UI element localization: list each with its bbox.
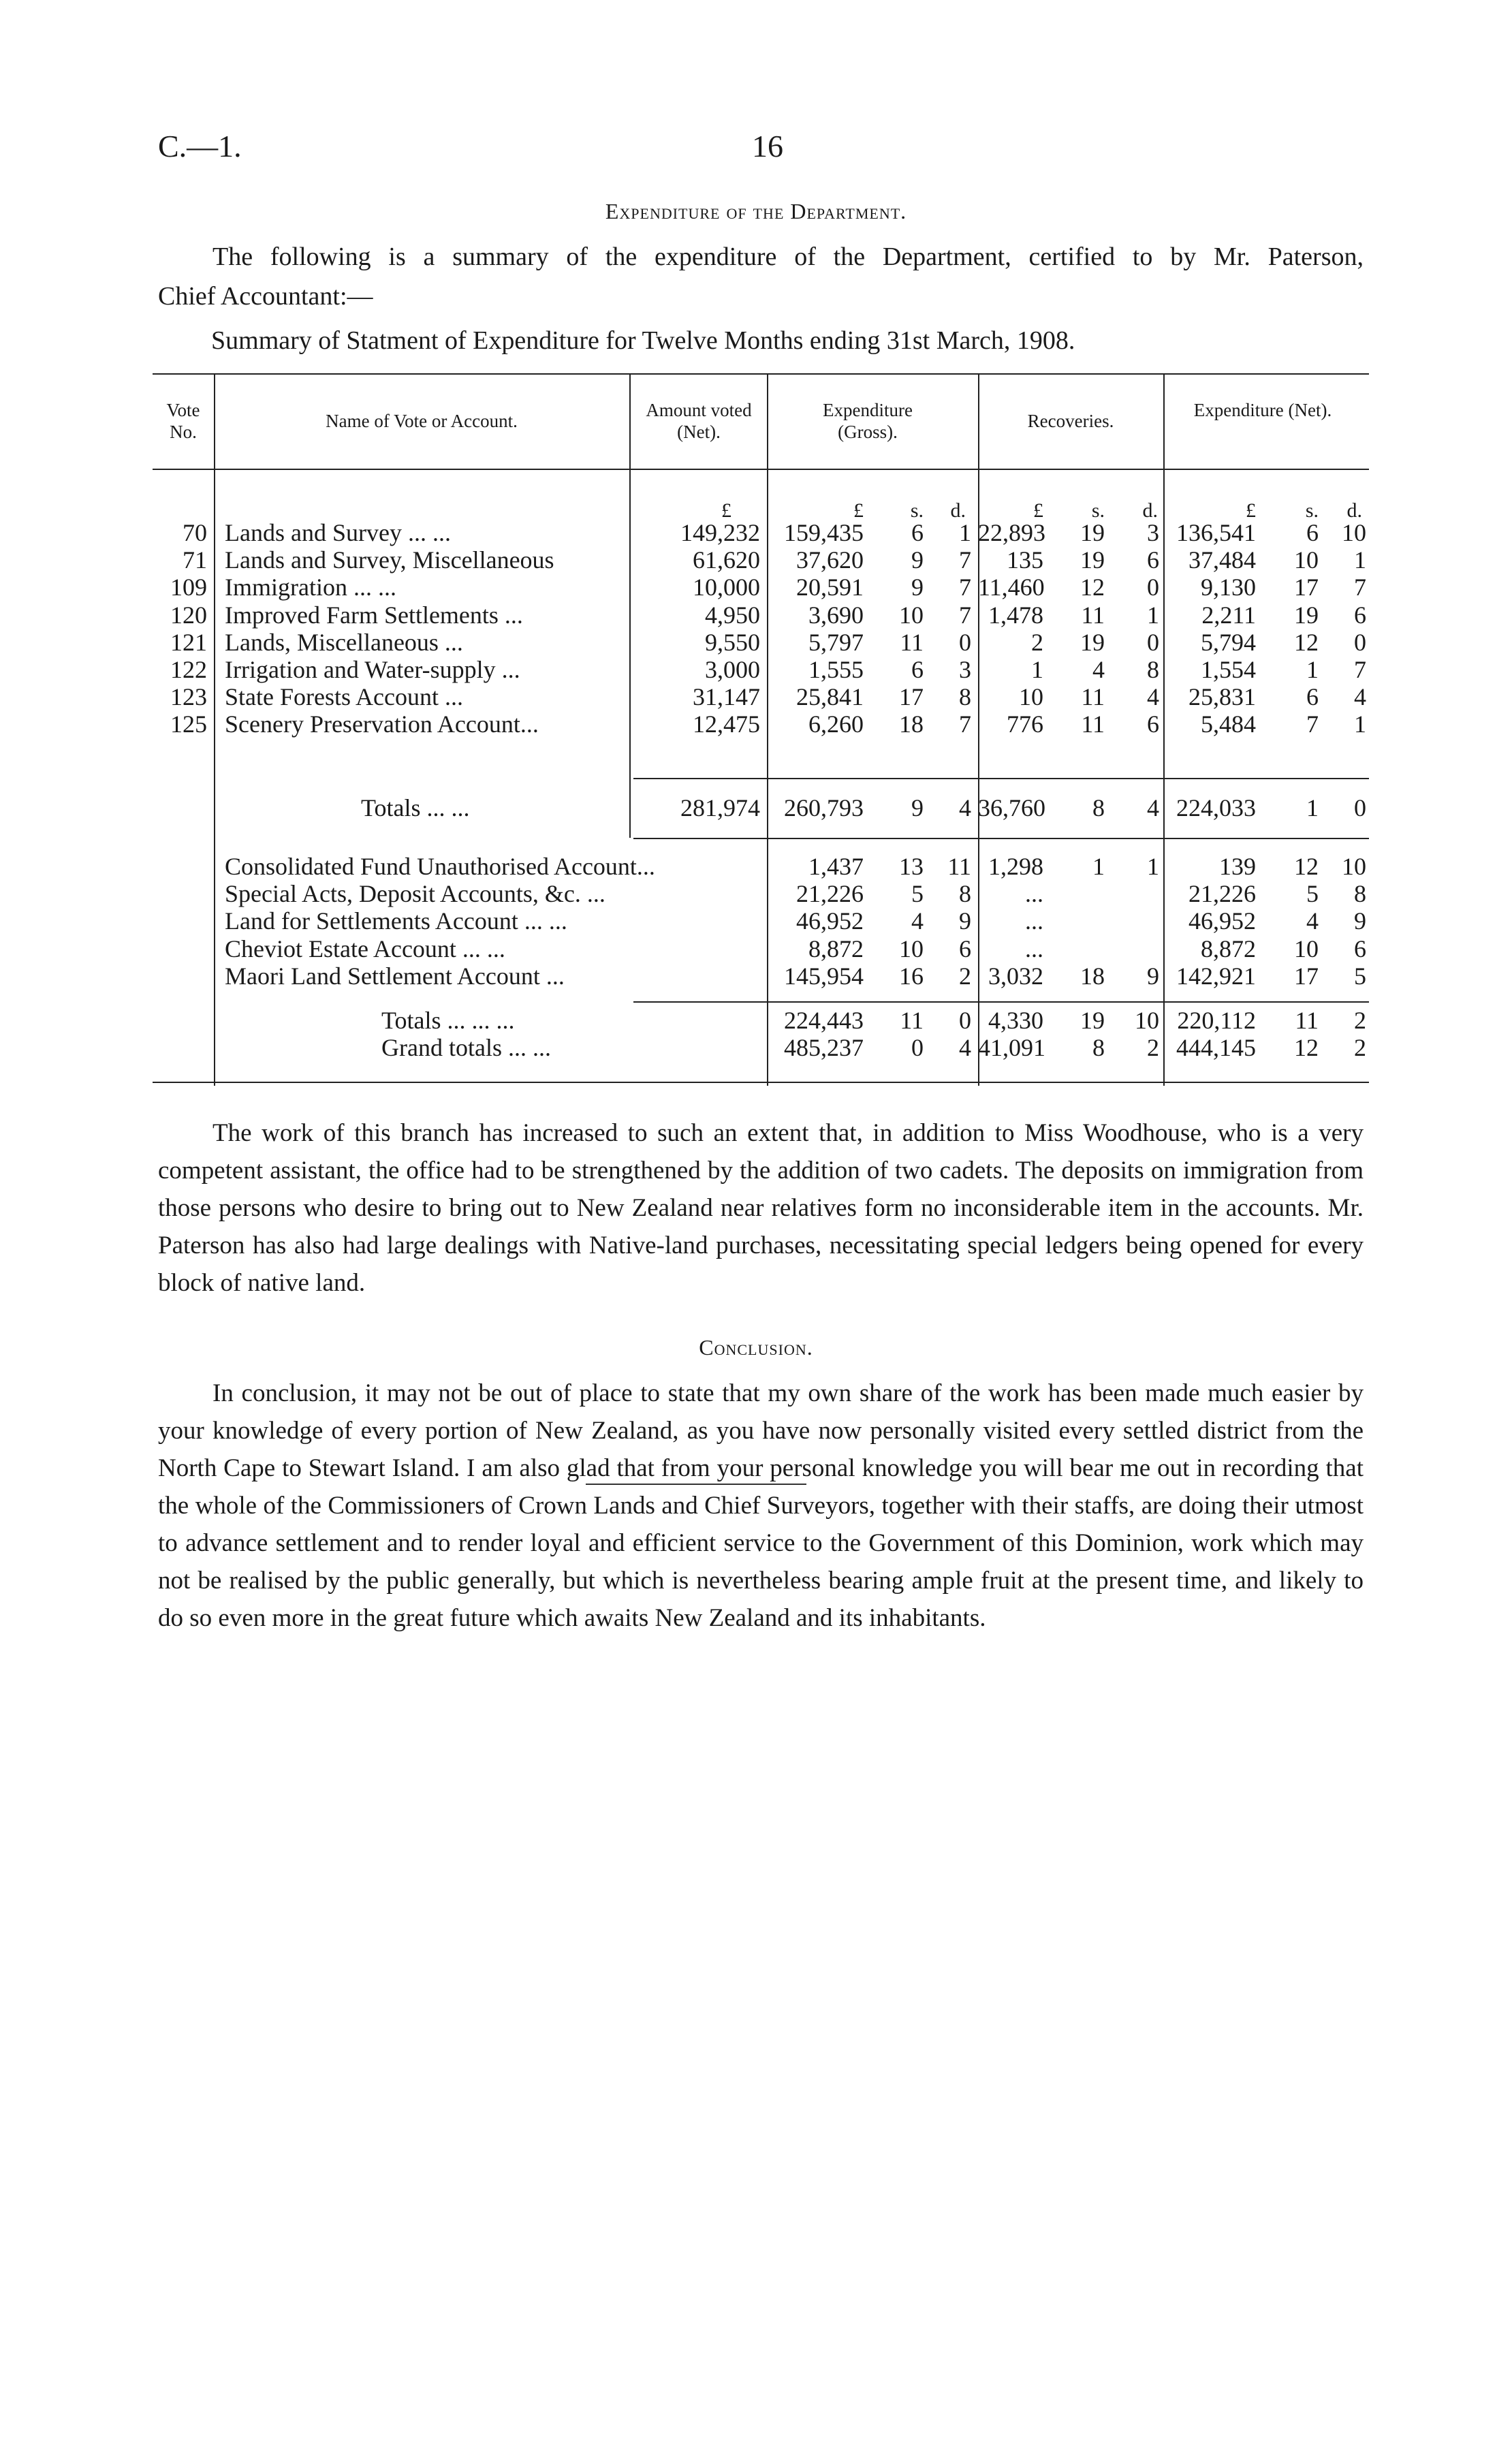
gross-pence: 1 <box>959 519 971 546</box>
grand-totals-net-shillings: 12 <box>1294 1034 1319 1061</box>
net-pounds: 1,554 <box>1201 656 1256 683</box>
gross-pounds: 6,260 <box>808 710 864 738</box>
vote-name: Immigration ... ... <box>225 574 396 601</box>
conclusion-heading: Conclusion. <box>699 1335 813 1360</box>
net-pence: 7 <box>1354 656 1366 683</box>
account-net-shillings: 5 <box>1306 880 1319 907</box>
net-pounds: 5,484 <box>1201 710 1256 738</box>
paragraph-conclusion <box>158 1375 1364 1637</box>
net-shillings: 6 <box>1306 683 1319 710</box>
account-gross-pence: 6 <box>959 935 971 962</box>
account-net-pence: 8 <box>1354 880 1366 907</box>
grand-totals-gross-pence: 4 <box>959 1034 971 1061</box>
grand-totals-net-pounds: 444,145 <box>1176 1034 1256 1061</box>
account-recoveries-pence: 9 <box>1147 962 1159 990</box>
account-gross-shillings: 4 <box>911 907 924 935</box>
vote-totals-label: Totals ... ... <box>361 794 470 821</box>
header-expenditure-net: Expenditure (Net). <box>1193 400 1332 420</box>
vote-totals-net-pence: 0 <box>1354 794 1366 821</box>
gross-shillings: 6 <box>911 519 924 546</box>
net-pence: 10 <box>1342 519 1366 546</box>
account-net-pounds: 139 <box>1219 853 1256 880</box>
net-pounds: 136,541 <box>1176 519 1256 546</box>
gross-pence: 0 <box>959 629 971 656</box>
account-gross-shillings: 16 <box>899 962 924 990</box>
account-net-pence: 5 <box>1354 962 1366 990</box>
recoveries-pounds: 10 <box>1019 683 1043 710</box>
amount-voted: 9,550 <box>705 629 760 656</box>
page-number: 16 <box>752 129 783 163</box>
intro-line-1: The following is a summary of the expenditure of the Department, certified to by Mr. Paterson, <box>212 242 1364 271</box>
gross-shillings: 11 <box>900 629 924 656</box>
gross-shillings: 9 <box>911 574 924 601</box>
net-pounds: 37,484 <box>1188 546 1256 574</box>
gross-shillings: 6 <box>911 656 924 683</box>
paragraph-branch-work-text: The work of this branch has increased to such an extent that, in addition to Miss Woodhouse, who is a very competent assistant, the office had to be strengthened by the addition of two cadets. The deposits on immigration from those persons who desire to bring out to New Zealand near relatives form no inconsiderable item in the accounts. Mr. Paterson has also had large dealings with Native-land purchases, necessitating special ledgers being opened for every block of native land. <box>158 1119 1364 1297</box>
vote-number: 71 <box>183 546 207 574</box>
unit-gross-shillings: s. <box>910 499 924 522</box>
intro-text <box>158 237 1364 316</box>
account-totals-label: Totals ... ... ... <box>381 1007 515 1034</box>
closing-rule <box>586 1484 806 1485</box>
net-pounds: 5,794 <box>1201 629 1256 656</box>
vote-name: State Forests Account ... <box>225 683 463 710</box>
account-recoveries-pounds: 3,032 <box>988 962 1043 990</box>
vote-totals-gross-pence: 4 <box>959 794 971 821</box>
recoveries-shillings: 19 <box>1080 546 1105 574</box>
account-net-pounds: 21,226 <box>1188 880 1256 907</box>
account-totals-recoveries-pence: 10 <box>1135 1007 1159 1034</box>
amount-voted: 10,000 <box>693 574 760 601</box>
vote-totals-net-shillings: 1 <box>1306 794 1319 821</box>
vote-name: Scenery Preservation Account... <box>225 710 539 738</box>
account-name: Maori Land Settlement Account ... <box>225 962 565 990</box>
vote-totals-gross-pounds: 260,793 <box>784 794 864 821</box>
account-net-pounds: 8,872 <box>1201 935 1256 962</box>
net-pence: 6 <box>1354 601 1366 629</box>
header-bottom-rule <box>153 469 1369 470</box>
vote-name: Improved Farm Settlements ... <box>225 601 523 629</box>
account-recoveries-pence: 1 <box>1147 853 1159 880</box>
gross-shillings: 9 <box>911 546 924 574</box>
vote-totals-recoveries-shillings: 8 <box>1092 794 1105 821</box>
net-pence: 1 <box>1354 710 1366 738</box>
amount-voted: 61,620 <box>693 546 760 574</box>
net-pence: 7 <box>1354 574 1366 601</box>
vote-name: Lands and Survey, Miscellaneous <box>225 546 554 574</box>
net-pounds: 2,211 <box>1201 601 1256 629</box>
gross-pounds: 37,620 <box>796 546 864 574</box>
gross-pounds: 25,841 <box>796 683 864 710</box>
net-shillings: 6 <box>1306 519 1319 546</box>
grand-totals-net-pence: 2 <box>1354 1034 1366 1061</box>
recoveries-pence: 0 <box>1147 574 1159 601</box>
unit-rec-pound: £ <box>1033 499 1043 522</box>
gross-shillings: 18 <box>899 710 924 738</box>
recoveries-shillings: 11 <box>1081 601 1105 629</box>
recoveries-pence: 4 <box>1147 683 1159 710</box>
unit-voted-pound: £ <box>721 499 731 522</box>
gross-pence: 7 <box>959 601 971 629</box>
account-totals-recoveries-shillings: 19 <box>1080 1007 1105 1034</box>
account-totals-gross-pence: 0 <box>959 1007 971 1034</box>
gross-pence: 7 <box>959 574 971 601</box>
recoveries-shillings: 19 <box>1080 519 1105 546</box>
amount-voted: 4,950 <box>705 601 760 629</box>
account-gross-pounds: 8,872 <box>808 935 864 962</box>
recoveries-pounds: 135 <box>1007 546 1043 574</box>
recoveries-pounds: 11,460 <box>978 574 1045 601</box>
gross-pence: 7 <box>959 710 971 738</box>
account-net-pence: 6 <box>1354 935 1366 962</box>
recoveries-shillings: 11 <box>1081 710 1105 738</box>
vote-totals-gross-shillings: 9 <box>911 794 924 821</box>
recoveries-pounds: 22,893 <box>978 519 1045 546</box>
amount-voted: 31,147 <box>693 683 760 710</box>
recoveries-shillings: 11 <box>1081 683 1105 710</box>
account-gross-shillings: 13 <box>899 853 924 880</box>
recoveries-pounds: 776 <box>1007 710 1043 738</box>
vote-name: Lands and Survey ... ... <box>225 519 451 546</box>
account-recoveries-pounds: ... <box>1025 907 1043 935</box>
grand-totals-recoveries-pounds: 41,091 <box>978 1034 1045 1061</box>
recoveries-shillings: 19 <box>1080 629 1105 656</box>
recoveries-pence: 1 <box>1147 601 1159 629</box>
vote-number: 125 <box>170 710 207 738</box>
grand-totals-gross-pounds: 485,237 <box>784 1034 864 1061</box>
amount-voted: 149,232 <box>680 519 760 546</box>
header-expenditure-gross: Expenditure (Gross). <box>823 400 913 442</box>
grand-totals-recoveries-pence: 2 <box>1147 1034 1159 1061</box>
account-name: Land for Settlements Account ... ... <box>225 907 567 935</box>
gross-pence: 8 <box>959 683 971 710</box>
vote-number: 109 <box>170 574 207 601</box>
account-gross-pounds: 1,437 <box>808 853 864 880</box>
grand-totals-label: Grand totals ... ... <box>381 1034 551 1061</box>
recoveries-pounds: 1 <box>1031 656 1043 683</box>
gross-shillings: 17 <box>899 683 924 710</box>
account-totals-gross-pounds: 224,443 <box>784 1007 864 1034</box>
account-recoveries-pounds: ... <box>1025 880 1043 907</box>
gross-pounds: 1,555 <box>808 656 864 683</box>
net-shillings: 17 <box>1294 574 1319 601</box>
account-net-pence: 10 <box>1342 853 1366 880</box>
table-bottom-rule <box>153 1082 1369 1083</box>
account-name: Cheviot Estate Account ... ... <box>225 935 505 962</box>
account-net-pounds: 142,921 <box>1176 962 1256 990</box>
header-vote-no: Vote No. <box>166 400 200 442</box>
header-name: Name of Vote or Account. <box>326 411 518 431</box>
unit-rec-pence: d. <box>1142 499 1158 522</box>
paragraph-conclusion-text: In conclusion, it may not be out of place to state that my own share of the work has been made much easier by your knowledge of every portion of New Zealand, as you have now personally visited every settled district from the North Cape to Stewart Island. I am also glad that from your personal knowledge you will bear me out in recording that the whole of the Commissioners of Crown Lands and Chief Surveyors, together with their staffs, are doing their utmost to advance settlement and to render loyal and efficient service to the Government of this Dominion, work which may not be realised by the public generally, but which is nevertheless bearing ample fruit at the present time, and likely to do so even more in the great future which awaits New Zealand and its inhabitants. <box>158 1379 1364 1632</box>
vote-number: 120 <box>170 601 207 629</box>
net-pence: 0 <box>1354 629 1366 656</box>
recoveries-pounds: 1,478 <box>988 601 1043 629</box>
gross-pounds: 159,435 <box>784 519 864 546</box>
account-gross-pence: 9 <box>959 907 971 935</box>
account-totals-gross-shillings: 11 <box>900 1007 924 1034</box>
recoveries-pence: 3 <box>1147 519 1159 546</box>
net-pence: 4 <box>1354 683 1366 710</box>
account-totals-recoveries-pounds: 4,330 <box>988 1007 1043 1034</box>
unit-net-pence: d. <box>1346 499 1362 522</box>
account-totals-net-shillings: 11 <box>1295 1007 1319 1034</box>
net-pence: 1 <box>1354 546 1366 574</box>
account-totals-net-pence: 2 <box>1354 1007 1366 1034</box>
account-rows-rule <box>633 1001 1369 1003</box>
expenditure-heading: Expenditure of the Department. <box>605 199 907 223</box>
account-net-pounds: 46,952 <box>1188 907 1256 935</box>
account-totals-net-pounds: 220,112 <box>1177 1007 1256 1034</box>
vote-totals-voted: 281,974 <box>680 794 760 821</box>
account-recoveries-shillings: 18 <box>1080 962 1105 990</box>
unit-net-pound: £ <box>1246 499 1256 522</box>
recoveries-pence: 6 <box>1147 710 1159 738</box>
vote-number: 121 <box>170 629 207 656</box>
account-net-pence: 9 <box>1354 907 1366 935</box>
account-net-shillings: 4 <box>1306 907 1319 935</box>
vote-rows-rule <box>633 778 1369 779</box>
account-gross-pounds: 46,952 <box>796 907 864 935</box>
net-shillings: 12 <box>1294 629 1319 656</box>
amount-voted: 3,000 <box>705 656 760 683</box>
unit-net-shillings: s. <box>1305 499 1319 522</box>
recoveries-pence: 0 <box>1147 629 1159 656</box>
paragraph-branch-work <box>158 1114 1364 1302</box>
net-pounds: 9,130 <box>1201 574 1256 601</box>
account-gross-shillings: 5 <box>911 880 924 907</box>
col-rule-1 <box>214 373 215 1086</box>
grand-totals-recoveries-shillings: 8 <box>1092 1034 1105 1061</box>
net-shillings: 1 <box>1306 656 1319 683</box>
unit-gross-pound: £ <box>853 499 864 522</box>
net-pounds: 25,831 <box>1188 683 1256 710</box>
intro-line-2: Chief Accountant:— <box>158 282 373 311</box>
vote-totals-rule <box>633 838 1369 839</box>
account-recoveries-pounds: 1,298 <box>988 853 1043 880</box>
unit-gross-pence: d. <box>950 499 966 522</box>
account-recoveries-shillings: 1 <box>1092 853 1105 880</box>
amount-voted: 12,475 <box>693 710 760 738</box>
account-recoveries-pounds: ... <box>1025 935 1043 962</box>
header-amount-voted: Amount voted (Net). <box>646 400 752 442</box>
net-shillings: 19 <box>1294 601 1319 629</box>
vote-number: 70 <box>183 519 207 546</box>
vote-totals-net-pounds: 224,033 <box>1176 794 1256 821</box>
vote-name: Lands, Miscellaneous ... <box>225 629 463 656</box>
vote-number: 122 <box>170 656 207 683</box>
vote-name: Irrigation and Water-supply ... <box>225 656 520 683</box>
account-gross-pounds: 21,226 <box>796 880 864 907</box>
vote-totals-recoveries-pence: 4 <box>1147 794 1159 821</box>
header-recoveries: Recoveries. <box>1027 411 1114 431</box>
account-name: Consolidated Fund Unauthorised Account... <box>225 853 655 880</box>
recoveries-pounds: 2 <box>1031 629 1043 656</box>
report-reference: C.—1. <box>158 129 242 163</box>
account-net-shillings: 12 <box>1294 853 1319 880</box>
recoveries-pence: 6 <box>1147 546 1159 574</box>
table-title: Summary of Statment of Expenditure for Twelve Months ending 31st March, 1908. <box>211 326 1075 355</box>
account-name: Special Acts, Deposit Accounts, &c. ... <box>225 880 605 907</box>
account-net-shillings: 10 <box>1294 935 1319 962</box>
account-net-shillings: 17 <box>1294 962 1319 990</box>
vote-number: 123 <box>170 683 207 710</box>
recoveries-pence: 8 <box>1147 656 1159 683</box>
unit-rec-shillings: s. <box>1091 499 1105 522</box>
net-shillings: 7 <box>1306 710 1319 738</box>
gross-shillings: 10 <box>899 601 924 629</box>
account-gross-pence: 11 <box>947 853 971 880</box>
gross-pence: 3 <box>959 656 971 683</box>
grand-totals-gross-shillings: 0 <box>911 1034 924 1061</box>
vote-totals-recoveries-pounds: 36,760 <box>978 794 1045 821</box>
gross-pounds: 3,690 <box>808 601 864 629</box>
account-gross-pence: 2 <box>959 962 971 990</box>
account-gross-shillings: 10 <box>899 935 924 962</box>
gross-pounds: 5,797 <box>808 629 864 656</box>
account-gross-pounds: 145,954 <box>784 962 864 990</box>
table-top-rule <box>153 373 1369 375</box>
recoveries-shillings: 12 <box>1080 574 1105 601</box>
expenditure-table <box>153 373 1369 1086</box>
recoveries-shillings: 4 <box>1092 656 1105 683</box>
gross-pounds: 20,591 <box>796 574 864 601</box>
net-shillings: 10 <box>1294 546 1319 574</box>
account-gross-pence: 8 <box>959 880 971 907</box>
gross-pence: 7 <box>959 546 971 574</box>
